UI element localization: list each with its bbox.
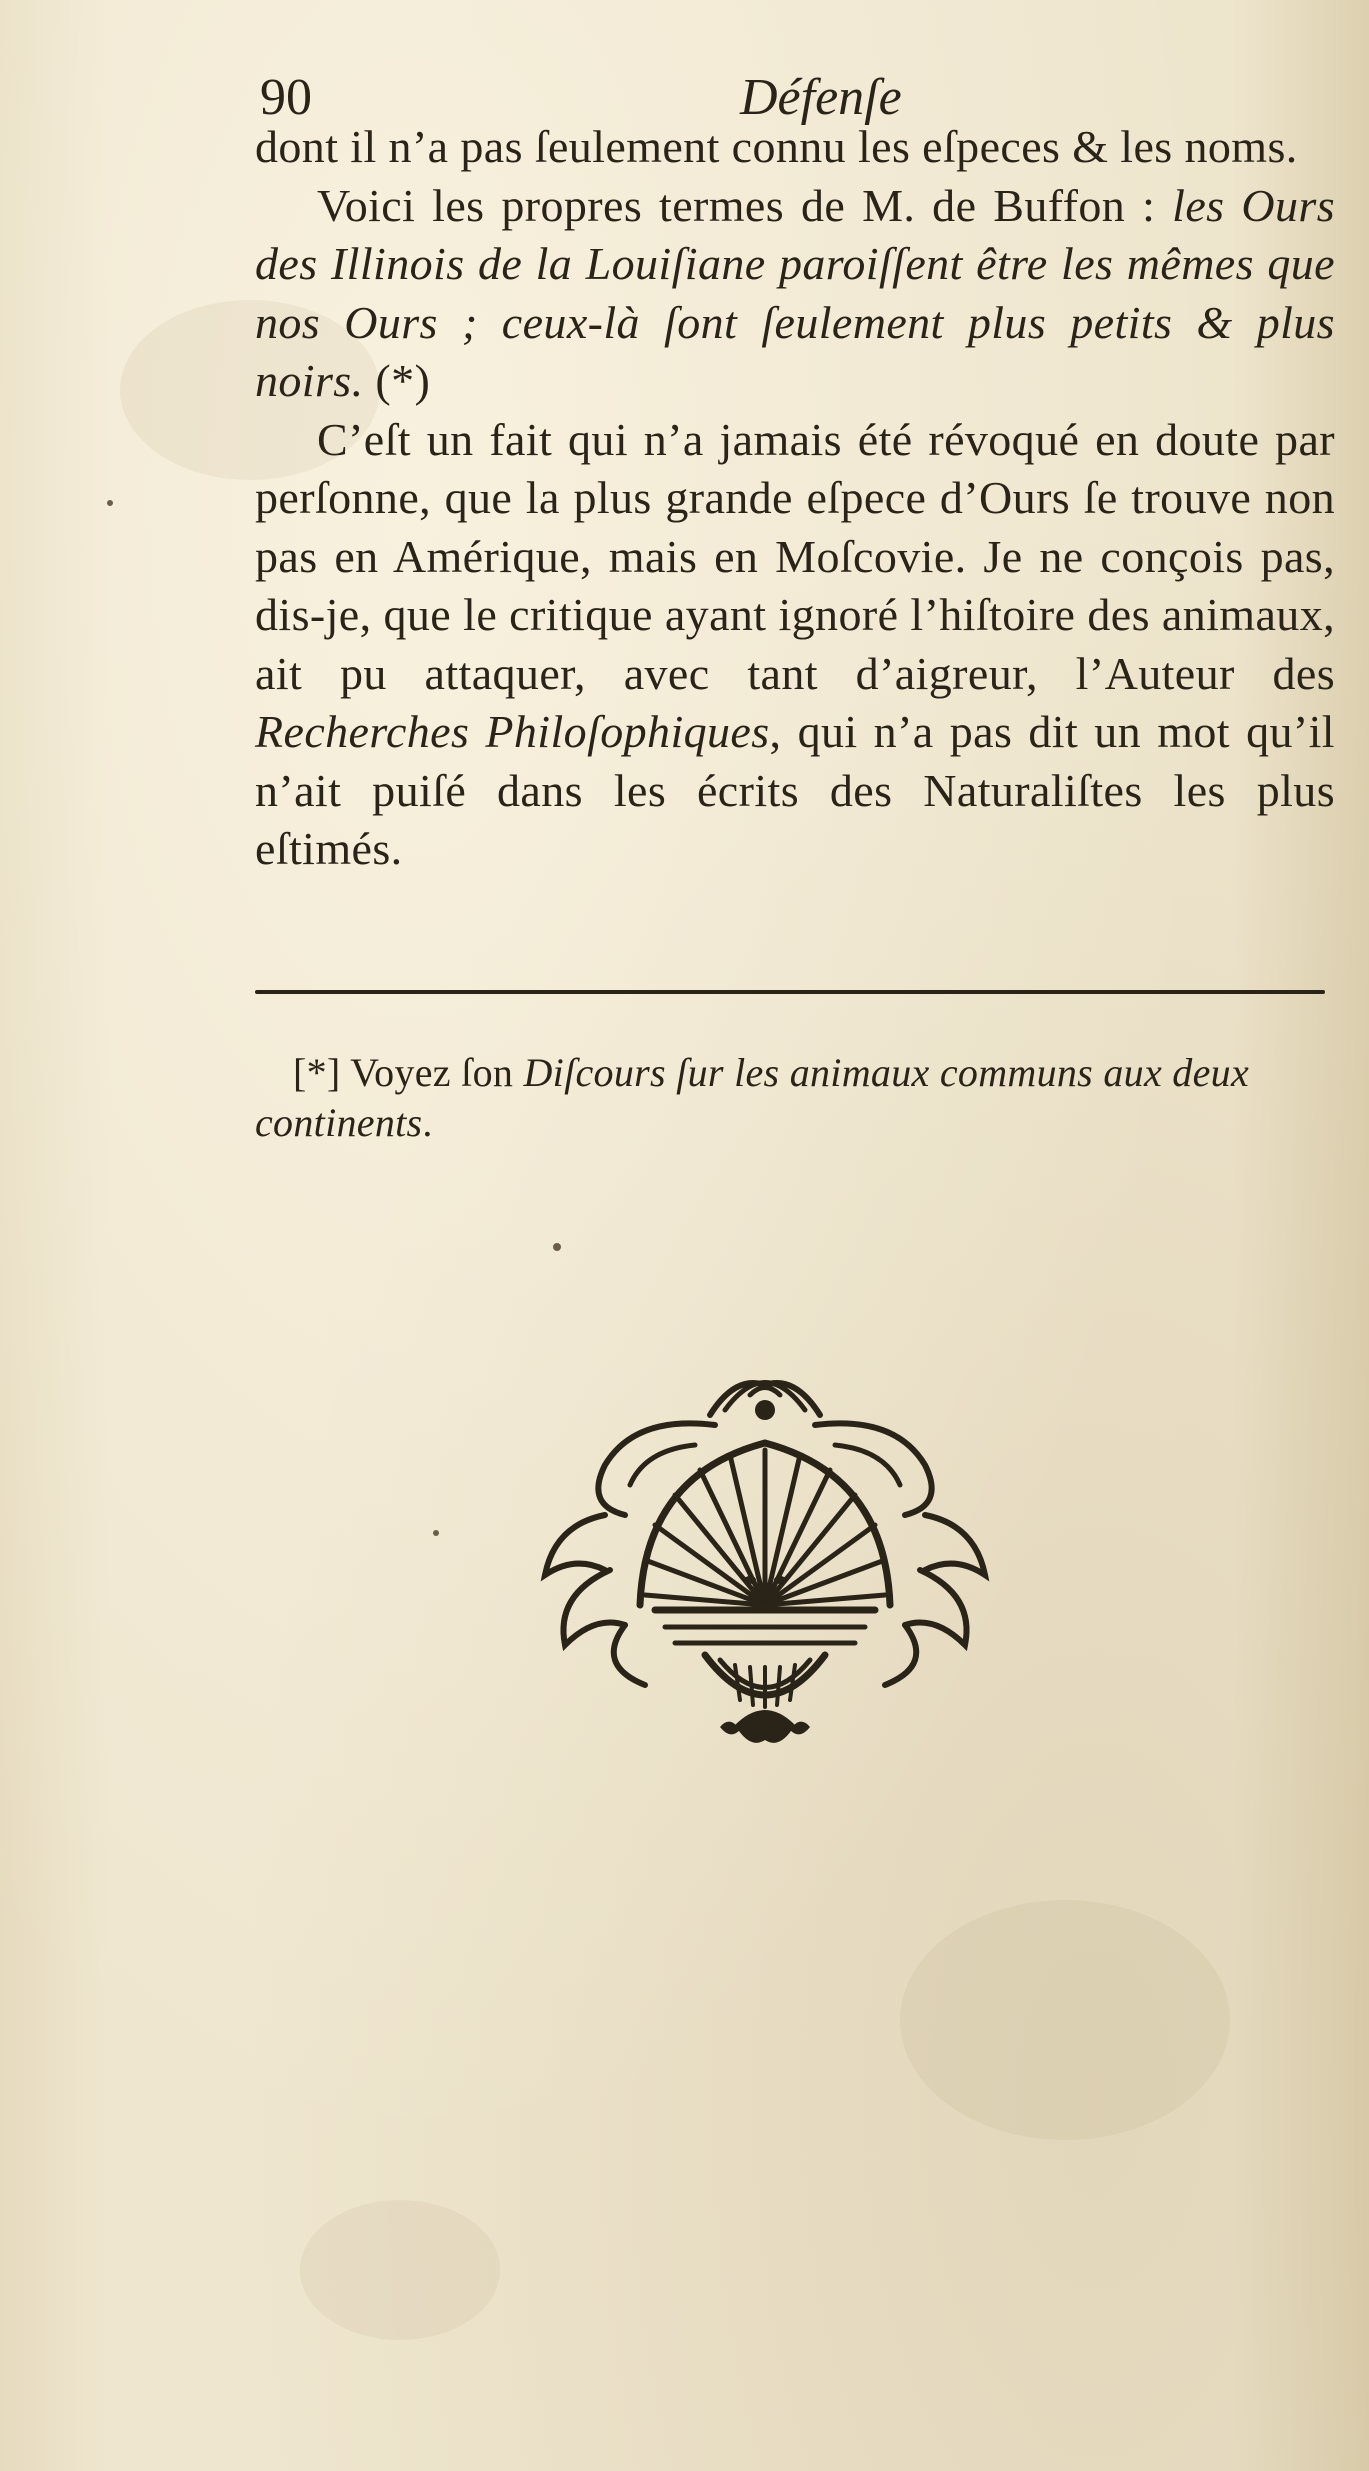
paragraph-3-text-a: C’eſt un fait qui n’a jamais été révoqué en doute par perſonne, que la plus grande eſpece d’Ours ſe trouve non pas en Amérique, mais en Moſcovie. Je ne conçois pas, dis-je, que le critique ayant ignoré l’hiſtoire des animaux, ait pu attaquer, avec tant d’aigreur, l’Auteur des: [255, 413, 1335, 699]
main-text: [255, 118, 1335, 879]
footnote-mark: [*] Voyez ſon: [293, 1050, 524, 1095]
footnote-title: Diſcours ſur les animaux communs aux deux continents: [255, 1050, 1250, 1145]
footnote-rule: [255, 990, 1325, 994]
buffon-quote: les Ours des Illinois de la Louiſiane paroiſſent être les mêmes que nos Ours ; ceux-là ſont ſeulement plus petits & plus noirs.: [255, 179, 1335, 406]
paragraph-3: [255, 411, 1335, 879]
paragraph-1-text: dont il n’a pas ſeulement connu les eſpeces & les noms.: [255, 121, 1298, 172]
paragraph-2: [255, 177, 1335, 411]
recherches-title: Recherches Philoſophiques: [255, 706, 770, 757]
ink-speck: [433, 1530, 439, 1536]
footnote-reference: (*): [363, 355, 431, 406]
paper-stain: [300, 2200, 500, 2340]
running-title: Défenſe: [740, 69, 902, 126]
page-number: 90: [260, 69, 312, 126]
paragraph-2-intro: Voici les propres termes de M. de Buffon :: [317, 179, 1173, 231]
footnote-end: .: [422, 1100, 433, 1145]
shell-ornament-icon: [535, 1355, 995, 1765]
paragraph-1: [255, 118, 1335, 177]
ink-speck: [553, 1243, 561, 1251]
ink-speck: [107, 500, 113, 506]
footnote: [255, 1048, 1335, 1148]
paper-stain: [900, 1900, 1230, 2140]
paragraph-3-text-b: , qui n’a pas dit un mot qu’il n’ait puiſé dans les écrits des Naturaliſtes les plus eſtimés.: [255, 706, 1335, 874]
